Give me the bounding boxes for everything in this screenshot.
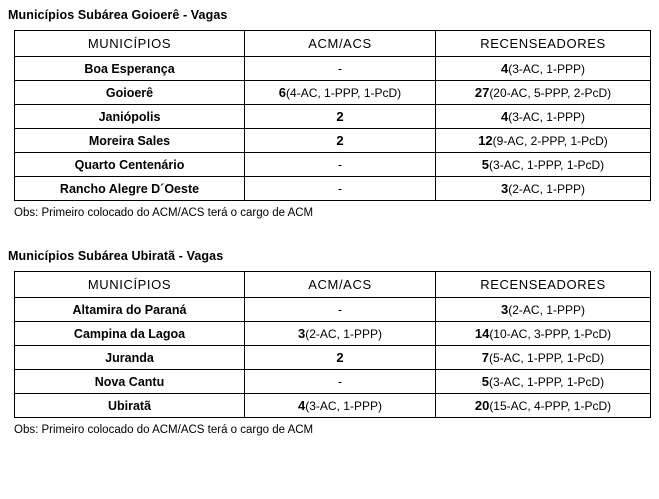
- cell-rec-number: 27: [474, 85, 490, 100]
- cell-city: Rancho Alegre D´Oeste: [15, 177, 245, 201]
- table-row: [15, 177, 651, 201]
- cell-acm: [245, 322, 436, 346]
- column-header-acm-acs: ACM/ACS: [245, 272, 436, 298]
- cell-acm: [245, 177, 436, 201]
- cell-acm-number: 6: [278, 85, 287, 100]
- column-header-recenseadores: RECENSEADORES: [436, 31, 651, 57]
- cell-city: Boa Esperança: [15, 57, 245, 81]
- cell-acm: [245, 370, 436, 394]
- cell-rec-number: 7: [481, 350, 490, 365]
- cell-acm: [245, 81, 436, 105]
- table-row: [15, 322, 651, 346]
- cell-acm: [245, 394, 436, 418]
- column-header-municipios: MUNICÍPIOS: [15, 272, 245, 298]
- cell-acm-detail: -: [337, 182, 343, 196]
- column-header-municipios: MUNICÍPIOS: [15, 31, 245, 57]
- cell-rec: [436, 153, 651, 177]
- cell-acm-detail: -: [337, 62, 343, 76]
- table-row: [15, 370, 651, 394]
- cell-rec-number: 14: [474, 326, 490, 341]
- cell-acm-number: 4: [298, 398, 306, 413]
- cell-rec-detail: (3-AC, 1-PPP, 1-PcD): [489, 375, 605, 389]
- table-row: [15, 153, 651, 177]
- cell-rec-number: 3: [501, 302, 509, 317]
- cell-acm-detail: (2-AC, 1-PPP): [305, 327, 382, 341]
- cell-city: Moreira Sales: [15, 129, 245, 153]
- vagas-table: [14, 271, 651, 418]
- cell-acm-number: 2: [336, 133, 344, 148]
- table-row: [15, 394, 651, 418]
- cell-rec: [436, 129, 651, 153]
- cell-acm: [245, 298, 436, 322]
- cell-rec-detail: (3-AC, 1-PPP, 1-PcD): [489, 158, 605, 172]
- cell-acm-detail: (3-AC, 1-PPP): [305, 399, 382, 413]
- cell-city: Goioerê: [15, 81, 245, 105]
- cell-rec: [436, 105, 651, 129]
- table-header: [15, 31, 651, 57]
- cell-rec-detail: (10-AC, 3-PPP, 1-PcD): [489, 327, 612, 341]
- cell-rec: [436, 81, 651, 105]
- table-row: [15, 298, 651, 322]
- table-row: [15, 105, 651, 129]
- cell-acm: [245, 346, 436, 370]
- cell-rec-detail: (3-AC, 1-PPP): [508, 62, 585, 76]
- cell-rec: [436, 57, 651, 81]
- section-title: Municípios Subárea Ubiratã - Vagas: [8, 249, 224, 263]
- table-note: Obs: Primeiro colocado do ACM/ACS terá o cargo de ACM: [14, 207, 314, 219]
- cell-rec-number: 4: [501, 61, 509, 76]
- table-row: [15, 129, 651, 153]
- cell-acm-detail: (4-AC, 1-PPP, 1-PcD): [286, 86, 402, 100]
- cell-rec: [436, 394, 651, 418]
- cell-rec-number: 3: [501, 181, 509, 196]
- cell-rec-number: 5: [481, 374, 490, 389]
- section-ubirata: [0, 249, 659, 436]
- cell-acm: [245, 105, 436, 129]
- table-body: [15, 57, 651, 201]
- cell-city: Altamira do Paraná: [15, 298, 245, 322]
- cell-rec-number: 4: [501, 109, 509, 124]
- cell-rec: [436, 346, 651, 370]
- cell-city: Janiópolis: [15, 105, 245, 129]
- cell-rec: [436, 370, 651, 394]
- cell-acm-number: 2: [336, 350, 344, 365]
- cell-acm-detail: -: [337, 158, 343, 172]
- cell-rec-detail: (3-AC, 1-PPP): [508, 110, 585, 124]
- cell-rec-detail: (5-AC, 1-PPP, 1-PcD): [489, 351, 605, 365]
- cell-rec-detail: (15-AC, 4-PPP, 1-PcD): [489, 399, 612, 413]
- section-spacer: [0, 219, 659, 249]
- cell-city: Quarto Centenário: [15, 153, 245, 177]
- cell-city: Juranda: [15, 346, 245, 370]
- cell-rec-detail: (20-AC, 5-PPP, 2-PcD): [489, 86, 612, 100]
- table-note: Obs: Primeiro colocado do ACM/ACS terá o cargo de ACM: [14, 424, 314, 436]
- table-row: [15, 57, 651, 81]
- table-body: [15, 298, 651, 418]
- cell-rec: [436, 298, 651, 322]
- cell-acm: [245, 129, 436, 153]
- cell-rec-number: 5: [481, 157, 490, 172]
- table-header-row: [15, 31, 651, 57]
- cell-city: Ubiratã: [15, 394, 245, 418]
- cell-acm-number: 3: [298, 326, 306, 341]
- cell-rec: [436, 322, 651, 346]
- cell-acm: [245, 57, 436, 81]
- cell-acm-detail: -: [337, 375, 343, 389]
- cell-rec-detail: (9-AC, 2-PPP, 1-PcD): [492, 134, 608, 148]
- vagas-table: [14, 30, 651, 201]
- table-row: [15, 346, 651, 370]
- cell-city: Campina da Lagoa: [15, 322, 245, 346]
- cell-acm: [245, 153, 436, 177]
- table-row: [15, 81, 651, 105]
- cell-rec-number: 12: [478, 133, 493, 148]
- column-header-acm-acs: ACM/ACS: [245, 31, 436, 57]
- section-goioere: [0, 8, 659, 219]
- cell-rec-detail: (2-AC, 1-PPP): [508, 303, 585, 317]
- section-title: Municípios Subárea Goioerê - Vagas: [8, 8, 228, 22]
- cell-rec: [436, 177, 651, 201]
- cell-city: Nova Cantu: [15, 370, 245, 394]
- table-header: [15, 272, 651, 298]
- cell-rec-number: 20: [474, 398, 490, 413]
- column-header-recenseadores: RECENSEADORES: [436, 272, 651, 298]
- cell-acm-detail: -: [337, 303, 343, 317]
- table-header-row: [15, 272, 651, 298]
- cell-rec-detail: (2-AC, 1-PPP): [508, 182, 585, 196]
- cell-acm-number: 2: [336, 109, 344, 124]
